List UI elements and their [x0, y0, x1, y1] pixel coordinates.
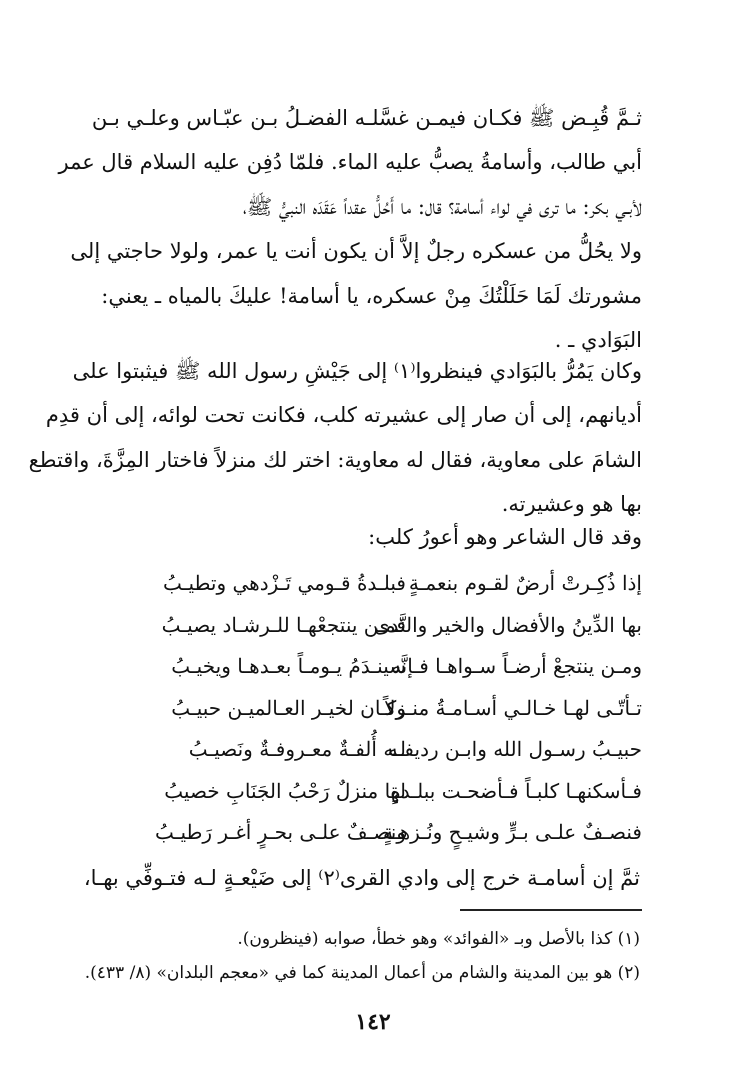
poem: [136, 563, 642, 854]
verse-second-hemistich: لها منزلٌ رَحْبُ الجَنَابِ خصيبُ: [164, 778, 406, 803]
footnotes: [85, 922, 640, 990]
poem-verse: [136, 605, 642, 647]
verse-second-hemistich: ونصـفٌ علـى بحـرٍ أغـر رَطيـبُ: [154, 820, 406, 844]
verse-first-hemistich: إذا ذُكِـرتْ أرضٌ لقـوم بنعمـةٍ: [408, 571, 642, 595]
poem-verse: [136, 771, 642, 813]
text-line: وكان يَمُرُّ بالبَوَادي فينظروا⁽١⁾ إلى جَيْشِ رسول الله ﷺ فيثبتوا على: [72, 359, 642, 383]
text-line: ولا يحُلُّ من عسكره رجلٌ إلاَّ أن يكون أنت يا عمر، ولولا حاجتي إلى: [70, 239, 642, 264]
poem-verse: [136, 729, 642, 771]
verse-first-hemistich: ومـن ينتجعْ أرضـاً سـواهـا فـإنَّه: [390, 654, 642, 678]
text-line: البَوَادي ـ .: [554, 327, 642, 352]
poem-verse: [136, 688, 642, 730]
text-line: مشورتك لَمَا حَلَلْتُكَ مِنْ عسكره، يا أسامة! عليكَ بالمياه ـ يعني:: [101, 283, 642, 308]
paragraph-2: [28, 349, 642, 527]
poem-intro: وقد قال الشاعر وهو أعورُ كلب:: [368, 525, 642, 549]
poem-verse: [136, 646, 642, 688]
closing-line: ثمَّ إن أسامـة خرج إلى وادي القرى⁽٢⁾ إلى ضَيْعـةٍ لـه فتـوفِّي بهـا،: [83, 866, 640, 890]
page-number: ١٤٢: [355, 1009, 391, 1035]
text-line: لأبـي بكر: ما ترى في لواء أسامة؟ قال: ما أَحُلُّ عقداً عَقَدَه النبيُّ ﷺ،: [242, 194, 642, 219]
poem-verse: [136, 812, 642, 854]
text-line: الشامَ على معاوية، فقال له معاوية: اختر لك منزلاً فاختار المِزَّةَ، واقتطع: [28, 447, 642, 472]
verse-second-hemistich: لـه أُلفـةٌ معـروفـةٌ ونَصيـبُ: [188, 737, 406, 761]
poem-verse: [136, 563, 642, 605]
verse-first-hemistich: بها الدِّينُ والأفضال والخير والنَّدى: [373, 612, 642, 637]
verse-second-hemistich: فمـن ينتجعْهـا للـرشـاد يصيـبُ: [161, 612, 406, 637]
footnote: (٢) هو بين المدينة والشام من أعمال المدينة كما في «معجم البلدان» (٨/ ٤٣٣).: [84, 963, 640, 983]
verse-first-hemistich: حبيـبُ رسـول الله وابـن رديفـه: [387, 737, 642, 761]
verse-first-hemistich: فنصـفٌ علـى بـرٍّ وشيـحٍ ونُـزهـةٍ: [383, 820, 642, 844]
paragraph-1: [58, 96, 642, 362]
footnote-divider: [460, 909, 642, 911]
verse-second-hemistich: فبلـدةُ قـومي تَـزْدهي وتطيـبُ: [162, 571, 406, 595]
text-line: ثـمَّ قُبِـض ﷺ فكـان فيمـن غسَّلـه الفضـلُ بـن عبّـاس وعلـي بـن: [91, 106, 642, 130]
text-line: أبي طالب، وأسامةُ يصبُّ عليه الماء. فلمّا دُفِن عليه السلام قال عمر: [58, 150, 642, 175]
text-line: أديانهم، إلى أن صار إلى عشيرته كلب، فكانت تحت لوائه، إلى أن قدِم: [45, 403, 642, 428]
footnote: (١) كذا بالأصل وبـ «الفوائد» وهو خطأ، صوابه (فينظرون).: [237, 929, 640, 949]
text-line: بها هو وعشيرته.: [501, 492, 642, 517]
verse-first-hemistich: فـأسكنهـا كلبـاً فـأضحـت ببلـدةٍ: [390, 778, 642, 803]
verse-second-hemistich: سينـدَمُ يـومـاً بعـدهـا ويخيـبُ: [171, 654, 406, 678]
verse-first-hemistich: تـأتّـى لهـا خـالـي أسـامـةُ منـزلاً: [384, 695, 642, 720]
verse-second-hemistich: وكـان لخيـر العـالميـن حبيـبُ: [171, 695, 406, 720]
